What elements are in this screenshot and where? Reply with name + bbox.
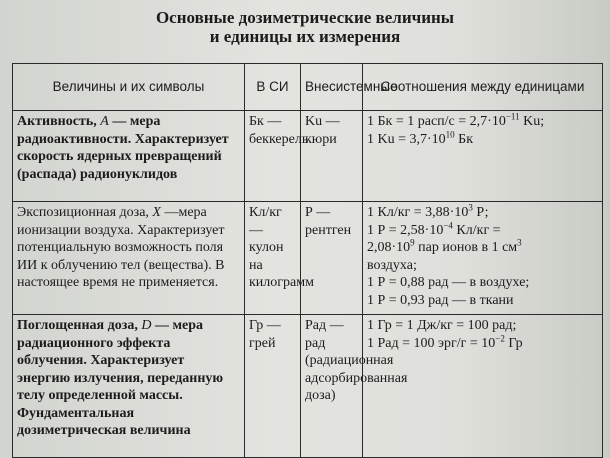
quantity-description: — мера радиоактивности. Характеризует скорость ядерных превращений (распада) радионуклидов bbox=[17, 114, 229, 182]
quantity-name: Активность, bbox=[17, 114, 97, 129]
relation-line: $2,08\cdot 10^9$ пар ионов в 1 $см^3$ bbox=[367, 237, 522, 255]
header-quantity: Величины и их символы bbox=[13, 64, 245, 111]
relation-line: 1 $Р = 2,58\cdot 10^{-4}$ Кл/кг = bbox=[367, 219, 501, 238]
quantity-name: Поглощенная доза, bbox=[17, 318, 138, 333]
dosimetry-table bbox=[12, 63, 603, 458]
quantity-description: — мера радиационного эффекта облучения. Характеризует энергию излучения, переданную телу определенной массы. Фундаментальная дозиметрическая величина bbox=[17, 318, 224, 438]
table-row-exposure-dose bbox=[13, 202, 603, 315]
cell-quantity bbox=[13, 202, 245, 315]
table-row-absorbed-dose bbox=[13, 315, 603, 458]
relation-line: 1 Рад = 100 $эрг/г = 10^{-2}$ Гр bbox=[367, 332, 523, 351]
page-title-line-1: Основные дозиметрические величины bbox=[155, 8, 455, 27]
cell-relations bbox=[363, 202, 603, 315]
header-off-system: Внесистемные bbox=[301, 64, 363, 111]
quantity-description: —мера ионизации воздуха. Характеризует потенциальную возможность поля ИИ к облучению тел (вещества). В настоящее время не применяется. bbox=[17, 205, 225, 290]
cell-si-unit: Гр — грей bbox=[245, 315, 301, 458]
cell-quantity bbox=[13, 111, 245, 202]
relation-line: 1 Бк = 1 расп/с = $2,7\cdot 10^{-11}$ Ku; bbox=[367, 111, 545, 129]
cell-si-unit: Бк — беккерель bbox=[245, 111, 301, 202]
table-row-activity bbox=[13, 111, 603, 202]
quantity-name: Экспозиционная доза, bbox=[17, 205, 149, 220]
page-title-line-2: и единицы их измерения bbox=[209, 27, 401, 46]
relation-line: 1 Р = 0,93 рад — в ткани bbox=[367, 292, 514, 308]
cell-si-unit: Кл/кг — кулон на килограмм bbox=[245, 202, 301, 315]
cell-quantity bbox=[13, 315, 245, 458]
quantity-symbol: D bbox=[141, 318, 152, 333]
cell-off-system-unit: Ku — кюри bbox=[301, 111, 363, 202]
table-header-row bbox=[13, 64, 603, 111]
header-si: В СИ bbox=[245, 64, 301, 111]
header-relations: Соотношения между единицами bbox=[363, 64, 603, 111]
cell-off-system-unit: Р — рентген bbox=[301, 202, 363, 315]
relation-line: воздуха; bbox=[367, 257, 417, 273]
relation-line: 1 Гр = 1 Дж/кг = 100 рад; bbox=[367, 318, 517, 333]
relation-line: 1 $Ku = 3,7\cdot 10^{10}$ Бк bbox=[367, 128, 474, 147]
relation-line: 1 Р = 0,88 рад — в воздухе; bbox=[367, 275, 530, 290]
relation-line: 1 $Кл/кг = 3,88\cdot 10^3$ Р; bbox=[367, 202, 489, 220]
cell-relations bbox=[363, 315, 603, 458]
cell-relations bbox=[363, 111, 603, 202]
quantity-symbol: A bbox=[100, 114, 109, 129]
quantity-symbol: X bbox=[152, 205, 161, 220]
cell-off-system-unit: Рад — рад (радиационная адсорбированная доза) bbox=[301, 315, 363, 458]
